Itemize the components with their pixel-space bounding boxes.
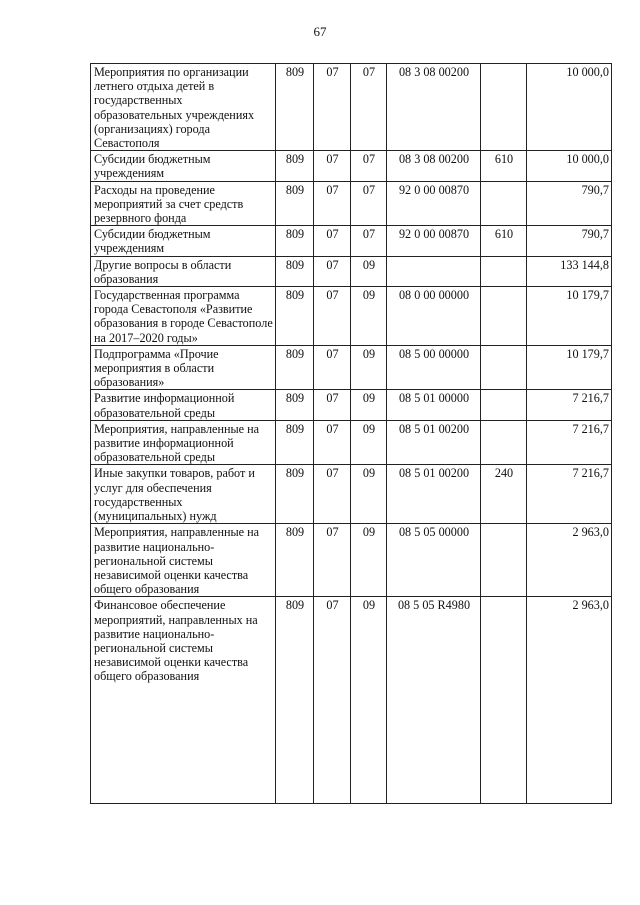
row-name: Иные закупки товаров, работ и услуг для обеспечения государственных (муниципальных) нужд bbox=[91, 465, 276, 524]
ministry-code: 809 bbox=[276, 287, 314, 346]
ministry-code: 809 bbox=[276, 226, 314, 256]
expense-type: 610 bbox=[481, 151, 527, 181]
table-row bbox=[91, 287, 612, 346]
section-code: 07 bbox=[314, 420, 351, 465]
table-row bbox=[91, 465, 612, 524]
expense-type bbox=[481, 597, 527, 804]
section-code: 07 bbox=[314, 64, 351, 151]
subsection-code: 09 bbox=[351, 256, 387, 286]
amount: 10 179,7 bbox=[527, 287, 612, 346]
budget-table bbox=[90, 63, 612, 804]
table-body bbox=[91, 64, 612, 804]
amount: 790,7 bbox=[527, 181, 612, 226]
subsection-code: 07 bbox=[351, 151, 387, 181]
expense-type bbox=[481, 420, 527, 465]
ministry-code: 809 bbox=[276, 390, 314, 420]
target-article: 08 3 08 00200 bbox=[387, 151, 481, 181]
expense-type: 240 bbox=[481, 465, 527, 524]
row-name: Развитие информационной образовательной среды bbox=[91, 390, 276, 420]
ministry-code: 809 bbox=[276, 420, 314, 465]
expense-type bbox=[481, 64, 527, 151]
table-row bbox=[91, 151, 612, 181]
table-row bbox=[91, 226, 612, 256]
amount: 10 179,7 bbox=[527, 345, 612, 390]
ministry-code: 809 bbox=[276, 345, 314, 390]
ministry-code: 809 bbox=[276, 524, 314, 597]
ministry-code: 809 bbox=[276, 151, 314, 181]
subsection-code: 09 bbox=[351, 524, 387, 597]
row-name: Финансовое обеспечение мероприятий, направленных на развитие национально-региональной системы независимой оценки качества общего образования bbox=[91, 597, 276, 804]
ministry-code: 809 bbox=[276, 465, 314, 524]
subsection-code: 09 bbox=[351, 465, 387, 524]
row-name: Мероприятия, направленные на развитие национально-региональной системы независимой оценки качества общего образования bbox=[91, 524, 276, 597]
section-code: 07 bbox=[314, 256, 351, 286]
expense-type: 610 bbox=[481, 226, 527, 256]
subsection-code: 09 bbox=[351, 597, 387, 804]
section-code: 07 bbox=[314, 181, 351, 226]
expense-type bbox=[481, 181, 527, 226]
target-article: 92 0 00 00870 bbox=[387, 226, 481, 256]
table-row bbox=[91, 390, 612, 420]
target-article: 08 5 05 R4980 bbox=[387, 597, 481, 804]
table-row bbox=[91, 256, 612, 286]
expense-type bbox=[481, 287, 527, 346]
target-article: 08 5 01 00000 bbox=[387, 390, 481, 420]
target-article: 08 3 08 00200 bbox=[387, 64, 481, 151]
row-name: Другие вопросы в области образования bbox=[91, 256, 276, 286]
expense-type bbox=[481, 524, 527, 597]
amount: 7 216,7 bbox=[527, 390, 612, 420]
amount: 2 963,0 bbox=[527, 597, 612, 804]
expense-type bbox=[481, 345, 527, 390]
amount: 7 216,7 bbox=[527, 465, 612, 524]
target-article: 08 0 00 00000 bbox=[387, 287, 481, 346]
section-code: 07 bbox=[314, 151, 351, 181]
ministry-code: 809 bbox=[276, 256, 314, 286]
table-row bbox=[91, 64, 612, 151]
subsection-code: 07 bbox=[351, 64, 387, 151]
target-article: 08 5 05 00000 bbox=[387, 524, 481, 597]
expense-type bbox=[481, 256, 527, 286]
subsection-code: 09 bbox=[351, 345, 387, 390]
amount: 133 144,8 bbox=[527, 256, 612, 286]
row-name: Субсидии бюджетным учреждениям bbox=[91, 226, 276, 256]
ministry-code: 809 bbox=[276, 597, 314, 804]
row-name: Расходы на проведение мероприятий за счет средств резервного фонда bbox=[91, 181, 276, 226]
subsection-code: 09 bbox=[351, 420, 387, 465]
table-row bbox=[91, 181, 612, 226]
row-name: Мероприятия, направленные на развитие информационной образовательной среды bbox=[91, 420, 276, 465]
target-article: 92 0 00 00870 bbox=[387, 181, 481, 226]
section-code: 07 bbox=[314, 597, 351, 804]
amount: 790,7 bbox=[527, 226, 612, 256]
table-row bbox=[91, 597, 612, 804]
expense-type bbox=[481, 390, 527, 420]
ministry-code: 809 bbox=[276, 64, 314, 151]
amount: 2 963,0 bbox=[527, 524, 612, 597]
table-row bbox=[91, 345, 612, 390]
section-code: 07 bbox=[314, 524, 351, 597]
target-article: 08 5 01 00200 bbox=[387, 420, 481, 465]
section-code: 07 bbox=[314, 226, 351, 256]
target-article: 08 5 00 00000 bbox=[387, 345, 481, 390]
section-code: 07 bbox=[314, 345, 351, 390]
row-name: Подпрограмма «Прочие мероприятия в области образования» bbox=[91, 345, 276, 390]
page-number: 67 bbox=[313, 24, 327, 39]
amount: 10 000,0 bbox=[527, 64, 612, 151]
section-code: 07 bbox=[314, 390, 351, 420]
section-code: 07 bbox=[314, 465, 351, 524]
amount: 10 000,0 bbox=[527, 151, 612, 181]
subsection-code: 09 bbox=[351, 287, 387, 346]
table-row bbox=[91, 420, 612, 465]
ministry-code: 809 bbox=[276, 181, 314, 226]
subsection-code: 07 bbox=[351, 226, 387, 256]
row-name: Субсидии бюджетным учреждениям bbox=[91, 151, 276, 181]
subsection-code: 09 bbox=[351, 390, 387, 420]
target-article: 08 5 01 00200 bbox=[387, 465, 481, 524]
target-article bbox=[387, 256, 481, 286]
row-name: Мероприятия по организации летнего отдыха детей в государственных образовательных учреждениях (организациях) города Севастополя bbox=[91, 64, 276, 151]
section-code: 07 bbox=[314, 287, 351, 346]
table-row bbox=[91, 524, 612, 597]
amount: 7 216,7 bbox=[527, 420, 612, 465]
row-name: Государственная программа города Севастополя «Развитие образования в городе Севастополе на 2017–2020 годы» bbox=[91, 287, 276, 346]
subsection-code: 07 bbox=[351, 181, 387, 226]
